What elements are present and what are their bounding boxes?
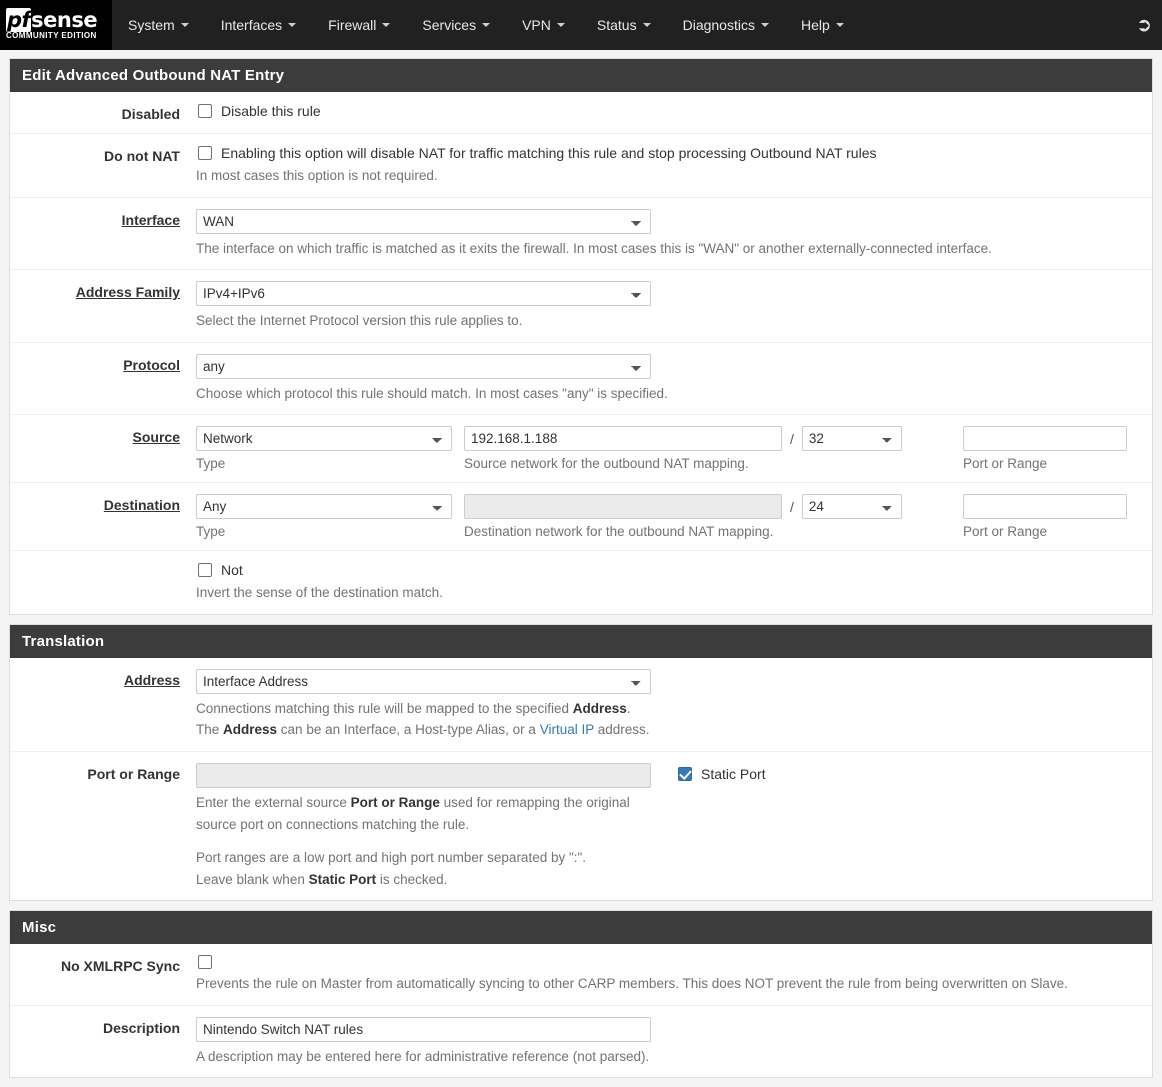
- control-no-xmlrpc-sync: [196, 955, 1152, 994]
- control-protocol: [196, 354, 1152, 404]
- chevron-down-icon: [482, 23, 490, 27]
- translation-port-help-line1: [196, 793, 676, 813]
- chevron-down-icon: [836, 23, 844, 27]
- translation-port-spacer: [196, 834, 676, 848]
- nav-item-diagnostics[interactable]: [667, 0, 785, 50]
- interface-help: The interface on which traffic is matched as it exits the firewall. In most cases this is "WAN" or another externally-connected interface.: [196, 240, 992, 256]
- nav-item-status[interactable]: [581, 0, 667, 50]
- destination-address-input[interactable]: [464, 494, 782, 519]
- nav-item-interfaces[interactable]: [205, 0, 312, 50]
- label-translation-address: Address: [123, 671, 180, 688]
- navbar-menu: [112, 0, 860, 50]
- translation-address-help-2b: Address: [223, 722, 278, 738]
- destination-address-sublabel: Destination network for the outbound NAT mapping.: [464, 524, 774, 540]
- nav-item-vpn-label: VPN: [522, 17, 551, 33]
- nav-item-interfaces-label: Interfaces: [220, 17, 283, 33]
- source-address-sublabel: Source network for the outbound NAT mapping.: [464, 456, 749, 472]
- static-port-checkbox-line: [676, 766, 766, 782]
- navbar-right: [1136, 0, 1152, 50]
- translation-port-help-4b: Static Port: [308, 871, 377, 887]
- translation-address-help-1a: Connections matching this rule will be mapped to the specified: [196, 700, 573, 716]
- translation-port-input[interactable]: [196, 763, 651, 788]
- edit-panel-title: Edit Advanced Outbound NAT Entry: [10, 59, 1152, 92]
- row-interface: [10, 198, 1152, 271]
- row-not: [10, 551, 1152, 614]
- do-not-nat-checkbox[interactable]: [198, 146, 212, 160]
- brand-wordmark-pf: pf: [7, 8, 31, 32]
- row-disabled: [10, 92, 1152, 134]
- disable-rule-checkbox-line: [196, 103, 1140, 119]
- source-type-sublabel: Type: [196, 456, 226, 472]
- destination-address-group: [464, 494, 953, 539]
- control-destination: [196, 494, 1152, 539]
- destination-type-sublabel: Type: [196, 524, 226, 540]
- chevron-down-icon: [181, 23, 189, 27]
- label-do-not-nat: Do not NAT: [104, 148, 180, 164]
- no-xmlrpc-sync-help: Prevents the rule on Master from automatically syncing to other CARP members. This does NOT prevent the rule from being overwritten on Slave.: [196, 976, 1068, 992]
- nav-item-services-label: Services: [422, 17, 477, 33]
- translation-port-help-1c: used for remapping the original: [439, 794, 630, 810]
- translation-port-row: [196, 763, 1140, 889]
- label-translation-port: Port or Range: [87, 765, 180, 782]
- protocol-help: Choose which protocol this rule should match. In most cases "any" is specified.: [196, 385, 668, 401]
- row-do-not-nat: [10, 134, 1152, 198]
- not-label: Not: [221, 562, 243, 579]
- disable-rule-label: Disable this rule: [221, 103, 321, 119]
- destination-port-group: [963, 494, 1127, 539]
- label-not-empty: [10, 562, 196, 565]
- chevron-down-icon: [382, 23, 390, 27]
- source-address-input[interactable]: [464, 426, 782, 451]
- description-help: A description may be entered here for administrative reference (not parsed).: [196, 1048, 650, 1064]
- misc-panel: [9, 910, 1153, 1078]
- edit-panel-body: [10, 92, 1152, 614]
- nav-item-diagnostics-label: Diagnostics: [682, 17, 755, 33]
- translation-panel-body: [10, 658, 1152, 900]
- label-description: Description: [102, 1019, 180, 1036]
- do-not-nat-help: In most cases this option is not required.: [196, 168, 438, 183]
- destination-fields: [196, 494, 1140, 539]
- label-no-xmlrpc-sync: No XMLRPC Sync: [60, 958, 180, 975]
- no-xmlrpc-sync-checkbox[interactable]: [198, 955, 212, 969]
- static-port-label: Static Port: [701, 765, 766, 782]
- translation-address-help-line2: [196, 720, 1140, 740]
- edit-advanced-outbound-nat-panel: [9, 58, 1153, 615]
- translation-port-help-4a: Leave blank when: [196, 871, 309, 887]
- source-address-inline: [464, 426, 953, 451]
- translation-address-select[interactable]: [196, 669, 651, 694]
- translation-port-help-1b: Port or Range: [350, 794, 440, 810]
- row-address-family: [10, 270, 1152, 343]
- label-destination: Destination: [103, 497, 180, 514]
- label-disabled: Disabled: [121, 106, 180, 122]
- row-description: [10, 1006, 1152, 1078]
- brand-edition: COMMUNITY EDITION: [6, 31, 97, 40]
- nav-item-firewall[interactable]: [312, 0, 406, 50]
- destination-mask-select[interactable]: [802, 494, 902, 519]
- translation-address-help-line1: [196, 699, 1140, 719]
- page-content: [0, 50, 1162, 1078]
- address-family-help: Select the Internet Protocol version this rule applies to.: [196, 313, 523, 329]
- nav-item-system-label: System: [128, 17, 175, 33]
- control-translation-address: [196, 669, 1152, 740]
- destination-slash: /: [790, 498, 794, 515]
- translation-port-help-line4: [196, 870, 676, 890]
- destination-port-sublabel: Port or Range: [963, 524, 1048, 540]
- pfsense-logo[interactable]: [0, 0, 112, 50]
- do-not-nat-checkbox-line: [196, 145, 1140, 161]
- translation-port-right: [676, 763, 766, 782]
- translation-address-help-1b: Address: [572, 700, 627, 716]
- translation-panel-title: Translation: [10, 625, 1152, 658]
- destination-port-input[interactable]: [963, 494, 1127, 519]
- description-input[interactable]: [196, 1017, 651, 1042]
- brand-wordmark-sense: sense: [31, 8, 98, 32]
- label-protocol: Protocol: [123, 356, 180, 373]
- static-port-checkbox[interactable]: [678, 767, 692, 781]
- row-destination: [10, 483, 1152, 551]
- destination-address-inline: [464, 494, 953, 519]
- translation-panel: [9, 624, 1153, 901]
- source-port-group: [963, 426, 1127, 471]
- virtual-ip-link[interactable]: Virtual IP: [539, 722, 594, 738]
- nav-item-services[interactable]: [406, 0, 506, 50]
- row-source: [10, 415, 1152, 483]
- top-navbar: [0, 0, 1162, 50]
- row-no-xmlrpc-sync: [10, 944, 1152, 1006]
- source-fields: [196, 426, 1140, 471]
- control-description: [196, 1017, 1152, 1067]
- logout-icon[interactable]: ➲: [1136, 14, 1152, 36]
- label-address-family: Address Family: [75, 284, 180, 301]
- translation-address-help-1c: .: [626, 700, 631, 716]
- nav-item-vpn[interactable]: [506, 0, 581, 50]
- source-type-group: [196, 426, 464, 471]
- source-address-group: [464, 426, 953, 471]
- brand-wordmark: [6, 10, 106, 30]
- control-not: [196, 562, 1152, 603]
- not-help: Invert the sense of the destination match.: [196, 585, 443, 601]
- translation-port-help-line2: source port on connections matching the rule.: [196, 816, 470, 832]
- interface-select[interactable]: [196, 209, 651, 234]
- destination-type-group: [196, 494, 464, 539]
- misc-panel-body: [10, 944, 1152, 1077]
- source-type-select[interactable]: [196, 426, 452, 451]
- source-port-input[interactable]: [963, 426, 1127, 451]
- chevron-down-icon: [761, 23, 769, 27]
- no-xmlrpc-sync-checkbox-line: [196, 955, 1140, 969]
- translation-port-left: [196, 763, 676, 889]
- chevron-down-icon: [557, 23, 565, 27]
- nav-item-help[interactable]: [785, 0, 860, 50]
- translation-address-help-2a: The: [196, 722, 224, 738]
- source-port-sublabel: Port or Range: [963, 456, 1048, 472]
- address-family-select[interactable]: [196, 281, 651, 306]
- protocol-select[interactable]: [196, 354, 651, 379]
- chevron-down-icon: [288, 23, 296, 27]
- nav-item-help-label: Help: [800, 17, 830, 33]
- chevron-down-icon: [643, 23, 651, 27]
- control-interface: [196, 209, 1152, 259]
- row-protocol: [10, 343, 1152, 416]
- not-checkbox[interactable]: [198, 563, 212, 577]
- control-do-not-nat: [196, 145, 1152, 186]
- destination-type-select[interactable]: [196, 494, 452, 519]
- translation-address-help-2d: address.: [594, 722, 650, 738]
- translation-port-help-4c: is checked.: [376, 871, 448, 887]
- source-mask-select[interactable]: [802, 426, 902, 451]
- source-slash: /: [790, 430, 794, 447]
- misc-panel-title: Misc: [10, 911, 1152, 944]
- not-checkbox-line: [196, 562, 1140, 578]
- disable-rule-checkbox[interactable]: [198, 104, 212, 118]
- control-disabled: [196, 103, 1152, 119]
- row-translation-port: [10, 752, 1152, 900]
- control-address-family: [196, 281, 1152, 331]
- control-translation-port: [196, 763, 1152, 889]
- do-not-nat-label: Enabling this option will disable NAT for traffic matching this rule and stop processing Outbound NAT rules: [221, 145, 877, 161]
- translation-address-help-2c: can be an Interface, a Host-type Alias, or a: [277, 722, 540, 738]
- nav-item-system[interactable]: [112, 0, 205, 50]
- control-source: [196, 426, 1152, 471]
- nav-item-firewall-label: Firewall: [328, 17, 377, 33]
- row-translation-address: [10, 658, 1152, 752]
- label-source: Source: [132, 429, 180, 446]
- label-interface: Interface: [121, 211, 180, 228]
- translation-port-help-1a: Enter the external source: [196, 794, 351, 810]
- translation-port-help-line3: Port ranges are a low port and high port number separated by ":".: [196, 850, 587, 866]
- nav-item-status-label: Status: [596, 17, 637, 33]
